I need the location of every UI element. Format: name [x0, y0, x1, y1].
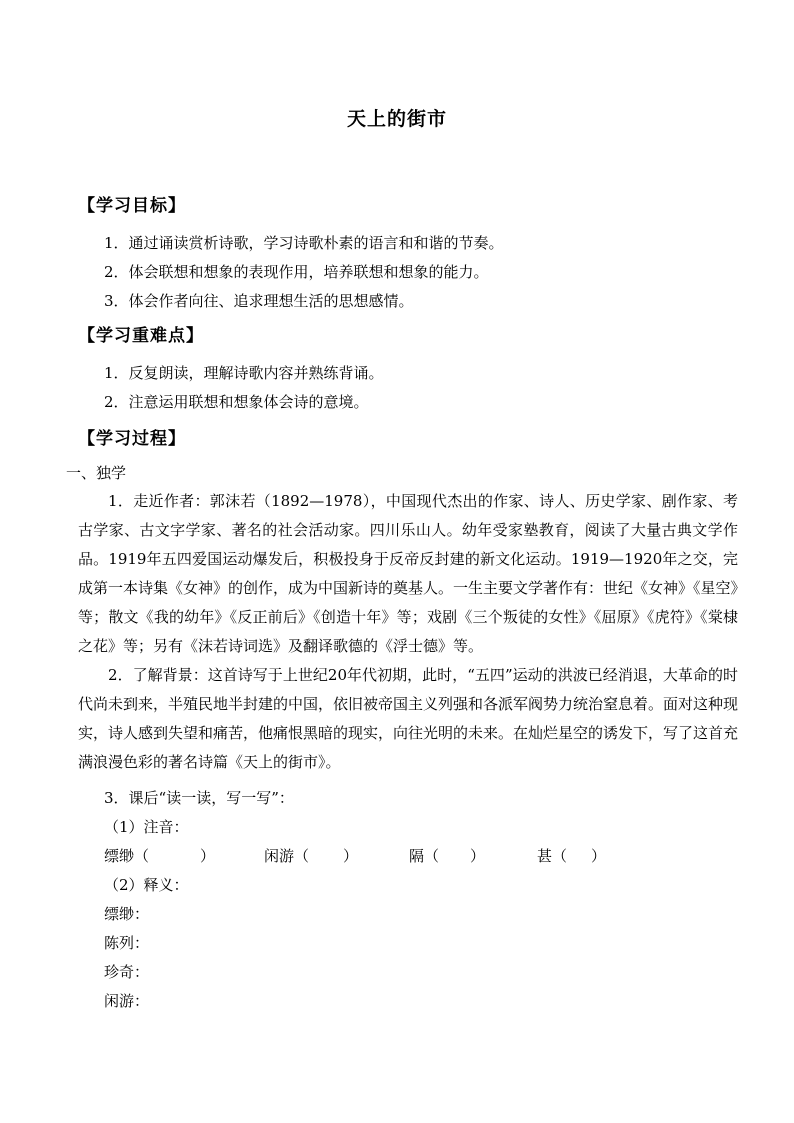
meaning-item-1: 缥缈：: [104, 905, 150, 923]
key-point-item-1: 1．反复朗读，理解诗歌内容并熟练背诵。: [104, 364, 384, 382]
page-title: 天上的街市: [346, 108, 447, 130]
goal-item-1: 1．通过诵读赏析诗歌，学习诗歌朴素的语言和和谐的节奏。: [104, 234, 504, 252]
process-heading: 【学习过程】: [78, 429, 186, 449]
section-self-study: 一、独学: [66, 464, 127, 482]
goals-heading: 【学习目标】: [78, 196, 186, 216]
author-paragraph: 1．走近作者：郭沫若（1892—1978），中国现代杰出的作家、诗人、历史学家、剧作家、考古学家、古文字学家、著名的社会活动家。四川乐山人。幼年受家塾教育，阅读了大量古典文学作品。1919年五四爱国运动爆发后，积极投身于反帝反封建的新文化运动。1919—1920年之交，完成第一本诗集《女神》的创作，成为中国新诗的奠基人。一生主要文学著作有：世纪《女神》《星空》等；散文《我的幼年》《反正前后》《创造十年》等；戏剧《三个叛徒的女性》《屈原》《虎符》《棠棣之花》等；另有《沫若诗词选》及翻译歌德的《浮士德》等。: [78, 492, 739, 655]
goal-item-3: 3．体会作者向往、追求理想生活的思想感情。: [104, 292, 414, 310]
key-points-heading: 【学习重难点】: [78, 326, 204, 346]
pinyin-word-2: 闲游（: [264, 847, 310, 865]
pinyin-blank-close-1: ）: [200, 847, 216, 865]
pinyin-blank-close-3: ）: [470, 847, 486, 865]
pinyin-label: （1）注音：: [104, 818, 189, 836]
meaning-item-4: 闲游：: [104, 992, 150, 1010]
pinyin-word-4: 甚（: [537, 847, 568, 865]
meaning-item-3: 珍奇：: [104, 963, 150, 981]
pinyin-word-1: 缥缈（: [104, 847, 150, 865]
meaning-item-2: 陈列：: [104, 934, 150, 952]
key-point-item-2: 2．注意运用联想和想象体会诗的意境。: [104, 393, 369, 411]
pinyin-blank-close-4: ）: [591, 847, 607, 865]
pinyin-word-3: 隔（: [409, 847, 440, 865]
pinyin-blank-close-2: ）: [343, 847, 359, 865]
background-paragraph: 2．了解背景：这首诗写于上世纪20年代初期，此时，“五四”运动的洪波已经消退，大革命的时代尚未到来，半殖民地半封建的中国，依旧被帝国主义列强和各派军阀势力统治窒息着。面对这种现实，诗人感到失望和痛苦，他痛恨黑暗的现实，向往光明的未来。在灿烂星空的诱发下，写了这首充满浪漫色彩的著名诗篇《天上的街市》。: [78, 666, 739, 771]
exercise-title: 3．课后“读一读，写一写”：: [104, 789, 294, 807]
meaning-label: （2）释义：: [104, 876, 189, 894]
goal-item-2: 2．体会联想和想象的表现作用，培养联想和想象的能力。: [104, 263, 489, 281]
